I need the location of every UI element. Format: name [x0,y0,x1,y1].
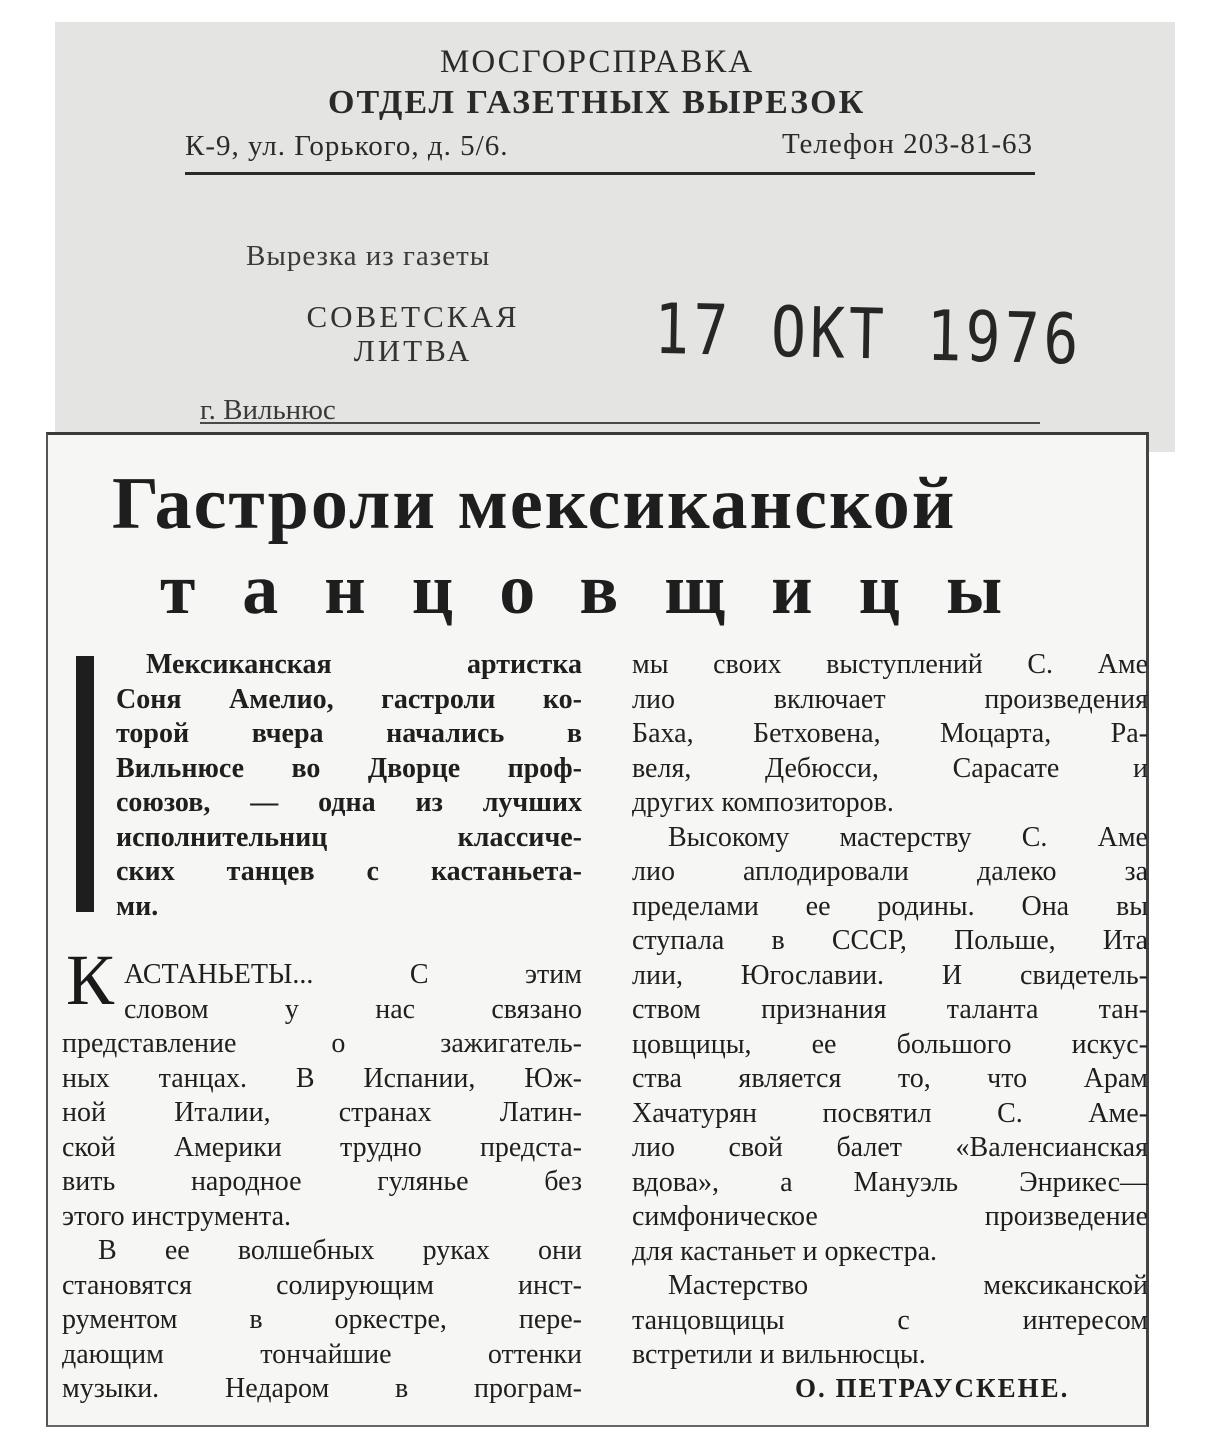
lead-marker-bar [76,656,94,912]
date-stamp: 17 ОКТ 1976 [653,288,1084,381]
drop-cap: К [66,940,115,1020]
body-line: Хачатурян посвятил С. Аме- [632,1097,1148,1129]
body-line: симфоническое произведение [632,1201,1148,1232]
body-line: других композиторов. [632,787,894,818]
body-line: веля, Дебюсси, Сарасате и [632,752,1148,784]
stamp-phone: Телефон 203-81-63 [781,128,1033,160]
lead-line: торой вчера начались в [116,718,582,749]
lead-line: Вильнюсе во Дворце проф- [116,752,582,784]
article-headline-line1: Гастроли мексиканской [112,463,957,545]
body-line: лии, Югославии. И свидетель- [632,959,1148,991]
lead-line: ми. [116,890,159,922]
author-signature: О. ПЕТРАУСКЕНЕ. [795,1373,1070,1403]
body-line: встретили и вильнюсцы. [632,1339,926,1370]
body-line: Высокому мастерству С. Аме [668,821,1148,853]
stamp-cut-from-label: Вырезка из газеты [246,240,491,272]
newspaper-name-line1: СОВЕТСКАЯ [306,299,520,334]
body-line: ной Италии, странах Латин- [62,1097,582,1128]
body-line: вить народное гулянье без [62,1166,582,1197]
lead-line: Мексиканская артистка [146,649,582,680]
body-line: В ее волшебных руках они [98,1235,582,1266]
newspaper-name [298,300,528,368]
stamp-city-line [200,396,1040,424]
body-line: Мастерство мексиканской [668,1270,1148,1301]
body-line: АСТАНЬЕТЫ... С этим [124,959,582,990]
body-line: ской Америки трудно предста- [62,1131,582,1163]
body-line: пределами ее родины. Она вы [632,890,1148,922]
lead-line: ских танцев с кастаньета- [116,856,582,887]
body-line: ных танцах. В Испании, Юж- [62,1062,582,1094]
body-line: представление о зажигатель- [62,1028,582,1059]
article-body-right-column [632,648,1148,1373]
body-line: вдова», а Мануэль Энрикес— [632,1166,1148,1198]
article-body-left-column [62,958,582,1407]
body-line: ства является то, что Арам [632,1063,1148,1094]
body-line: лио аплодировали далеко за [632,856,1148,887]
body-line: Баха, Бетховена, Моцарта, Ра- [632,718,1148,749]
body-line: становятся солирующим инст- [62,1269,582,1301]
stamp-city: г. Вильнюс [200,394,336,426]
stamp-address: К-9, ул. Горького, д. 5/6. [185,130,509,162]
body-line: ступала в СССР, Польше, Ита [632,925,1148,956]
body-line: лио включает произведения [632,683,1148,715]
newspaper-name-line2: ЛИТВА [353,333,473,368]
stamp-address-line [185,126,1035,175]
body-line: ством признания таланта тан- [632,994,1148,1025]
body-line: дающим тончайшие оттенки [62,1338,582,1370]
body-line: для кастаньет и оркестра. [632,1235,938,1267]
body-line: рументом в оркестре, пере- [62,1304,582,1335]
body-line: этого инструмента. [62,1200,292,1232]
body-line: мы своих выступлений С. Аме [632,649,1148,680]
body-line: музыки. Недаром в програм- [62,1373,582,1404]
stamp-department: ОТДЕЛ ГАЗЕТНЫХ ВЫРЕЗОК [328,84,866,121]
body-line: лио свой балет «Валенсианская [632,1132,1148,1163]
stamp-org: МОСГОРСПРАВКА [440,44,755,80]
article-headline-line2: танцовщицы [160,549,1049,629]
body-line: словом у нас связано [124,993,582,1025]
lead-line: союзов, — одна из лучших [116,787,582,818]
body-line: цовщицы, ее большого искус- [632,1028,1148,1060]
lead-line: исполнительниц классиче- [116,821,582,853]
body-line: танцовщицы с интересом [632,1304,1148,1336]
lead-line: Соня Амелио, гастроли ко- [116,683,582,715]
article-lead [116,648,582,924]
